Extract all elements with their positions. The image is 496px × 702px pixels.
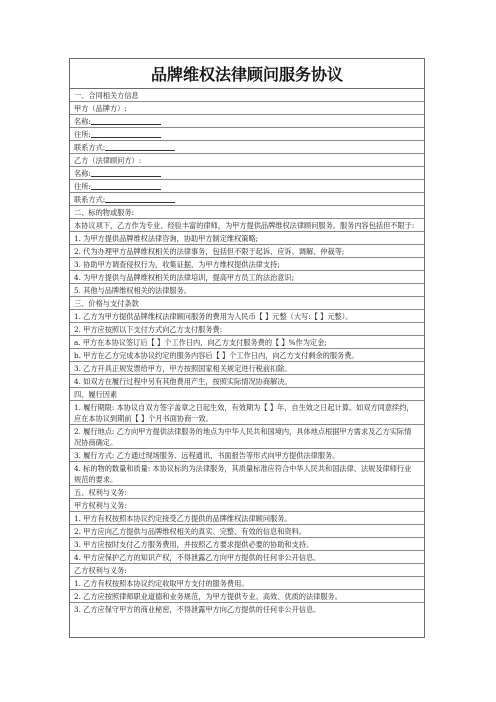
row-text: 2. 代为办理甲方品牌维权相关的法律事务，包括但不限于起诉、应诉、调解、仲裁等; [74, 247, 345, 256]
row-text: 5. 其他与品牌维权相关的法律服务。 [74, 286, 191, 295]
row-text: 二、标的物或服务: [74, 208, 134, 217]
agreement-row [70, 297, 424, 310]
row-text: 四、履行因素 [74, 390, 118, 399]
agreement-row [70, 219, 424, 232]
row-text: 联系方式: [74, 143, 106, 152]
fill-in-blank[interactable] [91, 168, 161, 177]
fill-in-blank[interactable] [105, 142, 175, 151]
agreement-row [70, 206, 424, 219]
row-text: 1. 甲方有权按照本协议约定接受乙方提供的品牌维权法律顾问服务。 [74, 514, 292, 523]
agreement-row [70, 538, 424, 551]
row-text: 名称: [74, 169, 91, 178]
row-text: 2. 甲方应按照以下支付方式向乙方支付服务费: [74, 325, 223, 334]
agreement-row [70, 486, 424, 499]
agreement-row [70, 258, 424, 271]
row-text: a. 甲方在本协议签订后【 】个工作日内，向乙方支付服务费的【 】%作为定金; [74, 338, 327, 347]
agreement-row [70, 425, 424, 449]
fill-in-blank[interactable] [91, 116, 161, 125]
agreement-row [70, 167, 424, 180]
row-text: 1. 履行期限: 本协议自双方签字盖章之日起生效，有效期为【 】年，自生效之日起计算。如双方同意续约，应在本协议到期前【 】个月书面协商一致。 [74, 403, 414, 423]
agreement-row [70, 271, 424, 284]
agreement-row [70, 551, 424, 564]
agreement-row [70, 310, 424, 323]
agreement-row [70, 102, 424, 115]
row-text: 3. 乙方应保守甲方的商业秘密，不得泄露甲方向乙方提供的任何非公开信息。 [74, 605, 321, 614]
row-text: 1. 乙方为甲方提供品牌维权法律顾问服务的费用为人民币【 】元整（大写:【 】元整）。 [74, 312, 353, 321]
agreement-row [70, 401, 424, 425]
agreement-row [70, 349, 424, 362]
row-text: 甲方权利与义务: [74, 501, 127, 510]
agreement-row [70, 245, 424, 258]
agreement-table [69, 58, 425, 638]
row-text: 4. 如双方在履行过程中另有其他费用产生，按照实际情况协商解决。 [74, 377, 292, 386]
row-text: 甲方（品牌方）: [74, 104, 127, 113]
row-text: 名称: [74, 117, 91, 126]
agreement-row [70, 336, 424, 349]
agreement-row [70, 499, 424, 512]
row-text: 4. 甲方应保护乙方的知识产权，不得泄露乙方向甲方提供的任何非公开信息。 [74, 553, 321, 562]
row-text: 联系方式: [74, 195, 106, 204]
document-title: 品牌维权法律顾问服务协议 [70, 59, 424, 89]
row-text: 4. 标的物的数量和质量: 本协议标的为法律服务，其质量标准应符合中华人民共和国法律、法规及律师行业规范的要求。 [74, 464, 412, 484]
row-text: 一、合同相关方信息 [74, 91, 139, 100]
agreement-row [70, 462, 424, 486]
agreement-row [70, 115, 424, 128]
row-text: 2. 乙方应按照律师职业道德和业务规范，为甲方提供专业、高效、优质的法律服务。 [74, 592, 342, 601]
agreement-row [70, 564, 424, 577]
row-text: 2. 甲方应向乙方提供与品牌维权相关的真实、完整、有效的信息和资料。 [74, 527, 306, 536]
agreement-row [70, 141, 424, 154]
agreement-row [70, 525, 424, 538]
agreement-row [70, 154, 424, 167]
row-text: 1. 为甲方提供品牌维权法律咨询，协助甲方制定维权策略; [74, 234, 259, 243]
agreement-row [70, 323, 424, 336]
row-text: 3. 履行方式: 乙方通过现场服务、远程通讯、书面报告等形式向甲方提供法律服务。 [74, 451, 340, 460]
agreement-row [70, 284, 424, 297]
agreement-row [70, 180, 424, 193]
row-text: 本协议项下，乙方作为专业、经验丰富的律师，为甲方提供品牌维权法律顾问服务。服务内容包括但不限于: [74, 221, 415, 230]
row-text: 住所: [74, 130, 91, 139]
row-text: 乙方（法律顾问方）: [74, 156, 142, 165]
row-text: 2. 履行地点: 乙方向甲方提供法律服务的地点为中华人民共和国境内，具体地点根据甲方需求及乙方实际情况协商确定。 [74, 427, 412, 447]
agreement-row [70, 577, 424, 590]
row-text: 乙方权利与义务: [74, 566, 127, 575]
row-text: 4. 为甲方提供与品牌维权相关的法律培训，提高甲方员工的法治意识; [74, 273, 295, 282]
row-text: 3. 协助甲方调查侵权行为，收集证据，为甲方维权提供法律支持; [74, 260, 280, 269]
row-text: 3. 甲方应按时支付乙方服务费用，并按照乙方要求提供必要的协助和支持。 [74, 540, 314, 549]
agreement-row [70, 193, 424, 206]
fill-in-blank[interactable] [91, 129, 161, 138]
agreement-row [70, 603, 424, 616]
agreement-row [70, 590, 424, 603]
agreement-row [70, 512, 424, 525]
agreement-rows [70, 89, 424, 616]
row-text: 住所: [74, 182, 91, 191]
row-text: 3. 乙方开具正规发票给甲方，甲方按照国家相关规定进行税前扣除。 [74, 364, 292, 373]
row-text: 三、价格与支付条款 [74, 299, 139, 308]
row-text: 1. 乙方有权按照本协议约定收取甲方支付的服务费用。 [74, 579, 249, 588]
row-text: 五、权利与义务: [74, 488, 127, 497]
agreement-row [70, 128, 424, 141]
agreement-row [70, 89, 424, 102]
fill-in-blank[interactable] [91, 181, 161, 190]
row-text: b. 甲方在乙方完成本协议约定的服务内容后【 】个工作日内，向乙方支付剩余的服务费。 [74, 351, 359, 360]
agreement-row [70, 375, 424, 388]
agreement-row [70, 362, 424, 375]
agreement-row [70, 388, 424, 401]
agreement-row [70, 232, 424, 245]
fill-in-blank[interactable] [105, 194, 175, 203]
agreement-row [70, 449, 424, 462]
